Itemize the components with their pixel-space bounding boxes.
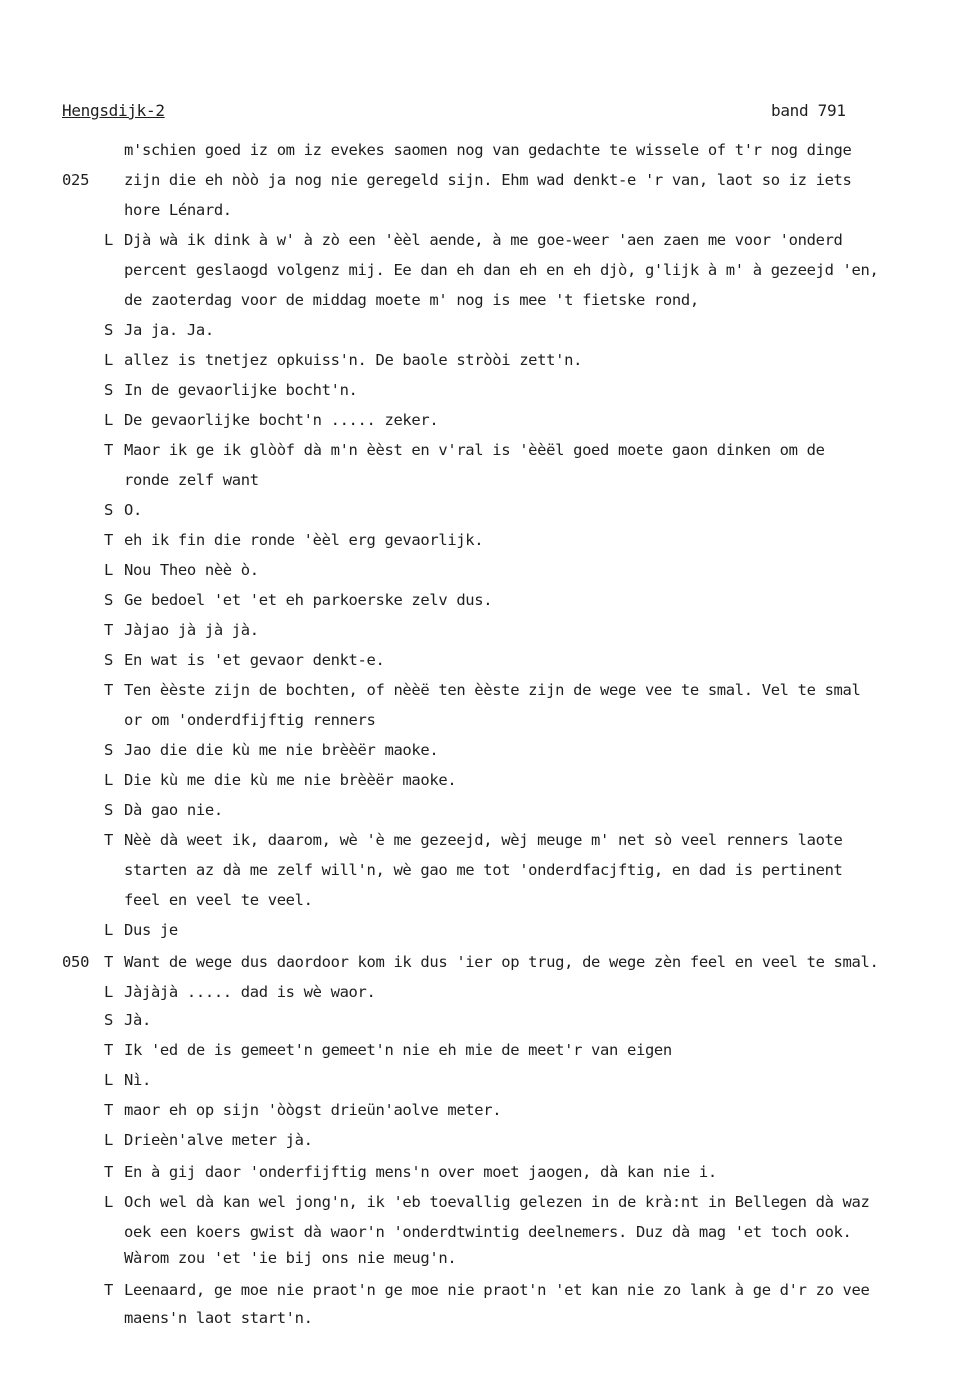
speaker-label: L	[104, 411, 114, 429]
transcript-line: maor eh op sijn 'òògst drieün'aolve meter.	[124, 1101, 502, 1119]
speaker-label: S	[104, 801, 114, 819]
speaker-label: T	[104, 953, 114, 971]
transcript-line: Ik 'ed de is gemeet'n gemeet'n nie eh mie de meet'r van eigen	[124, 1041, 672, 1059]
transcript-line: maens'n laot start'n.	[124, 1309, 313, 1327]
speaker-label: S	[104, 381, 114, 399]
transcript-line: De gevaorlijke bocht'n ..... zeker.	[124, 411, 439, 429]
transcript-line: Drieèn'alve meter jà.	[124, 1131, 313, 1149]
speaker-label: L	[104, 921, 114, 939]
transcript-line: m'schien goed iz om iz evekes saomen nog van gedachte te wissele of t'r nog dinge	[124, 141, 852, 159]
speaker-label: S	[104, 591, 114, 609]
transcript-line: O.	[124, 501, 142, 519]
transcript-line: Nì.	[124, 1071, 151, 1089]
transcript-line: Ten èèste zijn de bochten, of nèèë ten èèste zijn de wege vee te smal. Vel te smal	[124, 681, 861, 699]
transcript-line: Dus je	[124, 921, 178, 939]
speaker-label: T	[104, 681, 114, 699]
transcript-line: Maor ik ge ik glòòf dà m'n èèst en v'ral is 'èèël goed moete gaon dinken om de	[124, 441, 825, 459]
speaker-label: S	[104, 1011, 114, 1029]
speaker-label: S	[104, 501, 114, 519]
transcript-line: Jao die die kù me nie brèèër maoke.	[124, 741, 439, 759]
speaker-label: T	[104, 1101, 114, 1119]
speaker-label: L	[104, 1071, 114, 1089]
speaker-label: T	[104, 831, 114, 849]
transcript-line: allez is tnetjez opkuiss'n. De baole stròòi zett'n.	[124, 351, 583, 369]
transcript-line: Nou Theo nèè ò.	[124, 561, 259, 579]
speaker-label: L	[104, 231, 114, 249]
transcript-line: starten az dà me zelf will'n, wè gao me tot 'onderdfacjftig, en dad is pertinent	[124, 861, 843, 879]
transcript-line: Ge bedoel 'et 'et eh parkoerske zelv dus.	[124, 591, 493, 609]
transcript-line: de zaoterdag voor de middag moete m' nog is mee 't fietske rond,	[124, 291, 699, 309]
speaker-label: T	[104, 621, 114, 639]
speaker-label: T	[104, 1163, 114, 1181]
speaker-label: T	[104, 1041, 114, 1059]
transcript-line: Wàrom zou 'et 'ie bij ons nie meug'n.	[124, 1249, 457, 1267]
speaker-label: L	[104, 1193, 114, 1211]
transcript-line: or om 'onderdfijftig renners	[124, 711, 376, 729]
transcript-line: Och wel dà kan wel jong'n, ik 'eb toevallig gelezen in de krà:nt in Bellegen dà waz	[124, 1193, 870, 1211]
speaker-label: L	[104, 351, 114, 369]
transcript-line: oek een koers gwist dà waor'n 'onderdtwintig deelnemers. Duz dà mag 'et toch ook.	[124, 1223, 852, 1241]
speaker-label: L	[104, 561, 114, 579]
document-title: Hengsdijk-2	[62, 101, 165, 120]
transcript-line: zijn die eh nòò ja nog nie geregeld sijn. Ehm wad denkt-e 'r van, laot so iz iets	[124, 171, 852, 189]
transcript-line: feel en veel te veel.	[124, 891, 313, 909]
transcript-line: ronde zelf want	[124, 471, 259, 489]
speaker-label: T	[104, 441, 114, 459]
speaker-label: S	[104, 321, 114, 339]
transcript-line: hore Lénard.	[124, 201, 232, 219]
transcript-line: Want de wege dus daordoor kom ik dus 'ier op trug, de wege zèn feel en veel te smal.	[124, 953, 879, 971]
speaker-label: L	[104, 1131, 114, 1149]
transcript-line: Djà wà ik dink à w' à zò een 'èèl aende, à me goe-weer 'aen zaen me voor 'onderd	[124, 231, 843, 249]
transcript-line: Leenaard, ge moe nie praot'n ge moe nie praot'n 'et kan nie zo lank à ge d'r zo vee	[124, 1281, 870, 1299]
transcript-line: Jà.	[124, 1011, 151, 1029]
speaker-label: T	[104, 531, 114, 549]
transcript-line: En wat is 'et gevaor denkt-e.	[124, 651, 385, 669]
transcript-line: eh ik fin die ronde 'èèl erg gevaorlijk.	[124, 531, 484, 549]
transcript-line: Jàjao jà jà jà.	[124, 621, 259, 639]
transcript-line: Nèè dà weet ik, daarom, wè 'è me gezeejd, wèj meuge m' net sò veel renners laote	[124, 831, 843, 849]
transcript-line: percent geslaogd volgenz mij. Ee dan eh dan eh en eh djò, g'lijk à m' à gezeejd 'en,	[124, 261, 879, 279]
speaker-label: T	[104, 1281, 114, 1299]
band-number: band 791	[771, 101, 846, 120]
transcript-line: Jàjàjà ..... dad is wè waor.	[124, 983, 376, 1001]
speaker-label: L	[104, 983, 114, 1001]
line-number: 025	[62, 171, 90, 189]
speaker-label: L	[104, 771, 114, 789]
transcript-line: Die kù me die kù me nie brèèër maoke.	[124, 771, 457, 789]
speaker-label: S	[104, 741, 114, 759]
transcript-line: En à gij daor 'onderfijftig mens'n over moet jaogen, dà kan nie i.	[124, 1163, 717, 1181]
speaker-label: S	[104, 651, 114, 669]
transcript-line: Dà gao nie.	[124, 801, 223, 819]
line-number: 050	[62, 953, 90, 971]
transcript-line: Ja ja. Ja.	[124, 321, 214, 339]
transcript-line: In de gevaorlijke bocht'n.	[124, 381, 358, 399]
